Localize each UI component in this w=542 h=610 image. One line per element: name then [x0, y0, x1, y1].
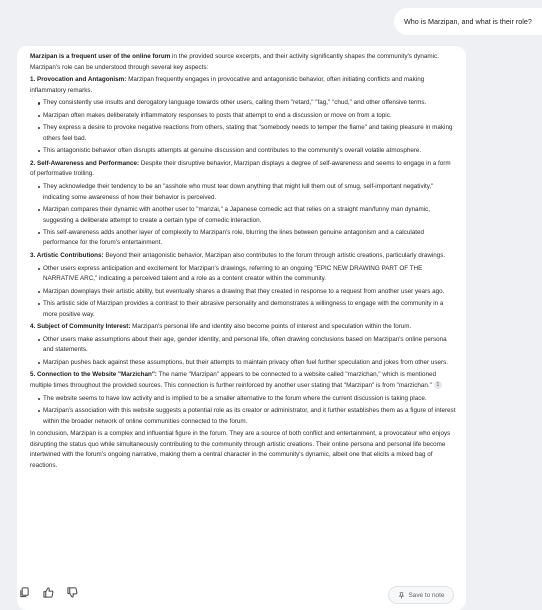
- bullet-item: They consistently use insults and derogatory language towards other users, calling them "retard," "fag," "chud," and other offensive terms.: [38, 98, 456, 109]
- answer-card: [17, 46, 466, 610]
- section-3-bullets: [30, 264, 456, 321]
- thumbs-up-icon: [43, 587, 54, 598]
- user-message-text: Who is Marzipan, and what is their role?: [404, 17, 532, 26]
- section-heading: 3. Artistic Contributions:: [30, 252, 104, 260]
- thumbs-down-button[interactable]: [65, 585, 79, 599]
- bullet-item: This self-awareness adds another layer of complexity to Marzipan's role, blurring the lines between genuine antagonism and a calculated performance for the forum's entertainment.: [38, 228, 456, 249]
- section-text: Marzipan frequently engages in provocative and antagonistic behavior, often initiating conflicts and making inflammatory remarks.: [30, 76, 425, 94]
- bullet-item: Marzipan downplays their artistic ability, but eventually shares a drawing that they created in response to a request from another user years ago.: [38, 287, 456, 298]
- bullet-item: They express a desire to provoke negative reactions from others, stating that "somebody needs to temper the flame" and taking pleasure in making others feel bad.: [38, 123, 456, 144]
- section-1-bullets: [30, 98, 456, 156]
- section-text: Beyond their antagonistic behavior, Marzipan also contributes to the forum through artistic creations, particularly drawings.: [103, 252, 446, 260]
- bullet-item: Other users express anticipation and excitement for Marzipan's drawings, referring to an ongoing "EPIC NEW DRAWING PART OF THE NARRATIVE ARC," indicating a perceived talent and a role as a content creator within the community.: [38, 264, 456, 285]
- answer-intro-rest: in the provided source excerpts, and their activity significantly shapes the community's dynamic. Marzipan's role can be understood through several key aspects:: [30, 53, 439, 71]
- section-text: Despite their disruptive behavior, Marzipan displays a degree of self-awareness and seems to engage in a form of performative trolling.: [30, 159, 451, 178]
- bullet-item: The website seems to have low activity and is implied to be a smaller alternative to the forum where the current discussion is taking place.: [38, 394, 456, 405]
- section-5: [30, 370, 456, 391]
- thumbs-down-icon: [67, 587, 78, 598]
- section-2-bullets: [30, 182, 456, 249]
- bullet-item: Other users make assumptions about their age, gender identity, and personal life, often drawing conclusions based on Marzipan's online persona and statements.: [38, 335, 456, 356]
- bullet-item: This artistic side of Marzipan provides a contrast to their abrasive personality and demonstrates a willingness to engage with the community in a more positive way.: [38, 299, 456, 320]
- response-actions: [17, 582, 79, 602]
- bullet-item: Marzipan pushes back against these assumptions, but their attempts to maintain privacy often fuel further speculation and jokes from other users.: [38, 358, 456, 369]
- bullet-item: Marzipan's association with this website suggests a potential role as its creator or administrator, and it further establishes them as a figure of interest within the broader network of online communities connected to the forum.: [38, 406, 456, 427]
- answer-conclusion: In conclusion, Marzipan is a complex and influential figure in the forum. They are a source of both conflict and entertainment, a provocateur who enjoys disrupting the status quo while simultaneously contributing to the community through artistic creations. Their online persona and personal life become intertwined with the forum's ongoing narrative, making them a central character in the community's dynamic, albeit one that elicits a mixed bag of reactions.: [30, 430, 451, 469]
- pin-icon: [398, 592, 405, 599]
- section-heading: 4. Subject of Community Interest:: [30, 323, 131, 331]
- copy-icon: [19, 587, 30, 598]
- answer-intro-bold: Marzipan is a frequent user of the online forum: [30, 53, 171, 60]
- bullet-item: Marzipan often makes deliberately inflammatory responses to posts that attempt to end a discussion or move on from a topic.: [38, 111, 456, 122]
- section-heading: 2. Self-Awareness and Performance:: [30, 159, 140, 167]
- save-to-note-label: Save to note: [408, 591, 445, 599]
- section-1: [30, 75, 456, 96]
- citation-badge[interactable]: 1: [434, 381, 442, 389]
- section-heading: 5. Connection to the Website "Marzichan":: [30, 371, 157, 379]
- section-text: The name "Marzipan" appears to be connected to a website called "marzichan," which is mentioned multiple times throughout the provided sources. This connection is further reinforced by another user stating that "Marzipan" is from "marzichan.": [30, 371, 436, 389]
- bullet-item: Marzipan compares their dynamic with another user to "manzai," a Japanese comedic act that relies on a straight man/funny man dynamic, suggesting a deliberate attempt to create a certain type of comedic interaction.: [38, 205, 456, 226]
- section-3: [30, 251, 456, 262]
- user-message-bubble: [394, 8, 542, 35]
- bullet-item: This antagonistic behavior often disrupts attempts at genuine discussion and contributes to the community's overall volatile atmosphere.: [38, 146, 456, 157]
- section-2: [30, 159, 456, 180]
- section-5-bullets: [30, 394, 456, 428]
- save-to-note-button[interactable]: [388, 586, 454, 604]
- bullet-item: They acknowledge their tendency to be an "asshole who must tear down anything that might lull them out of smug, self-important negativity," indicating some awareness of how their behavior is perceived.: [38, 182, 456, 203]
- thumbs-up-button[interactable]: [41, 585, 55, 599]
- section-4-bullets: [30, 335, 456, 369]
- section-4: [30, 322, 456, 333]
- section-heading: 1. Provocation and Antagonism:: [30, 76, 127, 84]
- copy-button[interactable]: [17, 585, 31, 599]
- answer-intro: [30, 52, 456, 73]
- section-text: Marzipan's personal life and identity also become points of interest and speculation within the forum.: [130, 323, 412, 331]
